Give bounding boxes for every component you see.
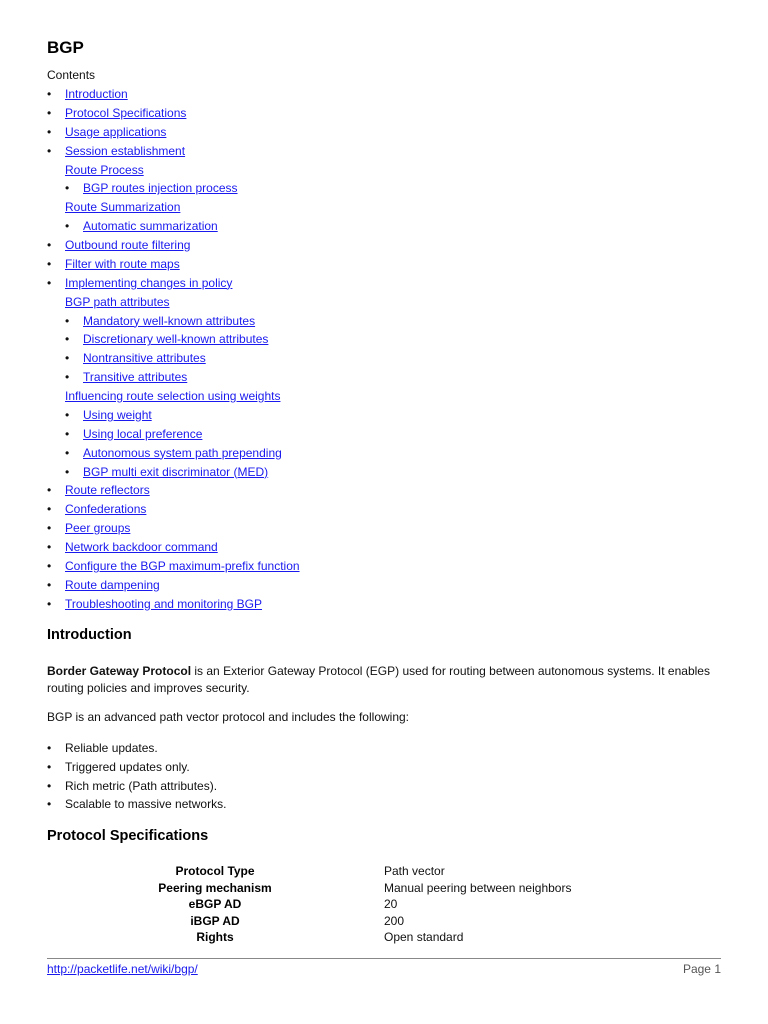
bullet-icon: • <box>47 275 52 290</box>
toc-link[interactable]: Influencing route selection using weights <box>65 389 281 403</box>
footer-divider <box>47 958 721 959</box>
toc-link[interactable]: Using local preference <box>83 426 203 441</box>
feature-item <box>0 777 768 796</box>
toc-link[interactable]: Using weight <box>83 407 152 422</box>
feature-text: Scalable to massive networks. <box>65 797 227 812</box>
toc-item <box>0 198 768 217</box>
toc-link[interactable]: Implementing changes in policy <box>65 275 233 290</box>
toc-item <box>0 519 768 538</box>
toc-link[interactable]: Automatic summarization <box>83 219 218 234</box>
feature-text: Reliable updates. <box>65 741 158 755</box>
bullet-icon: • <box>65 426 70 441</box>
toc-item <box>0 349 768 368</box>
bullet-icon: • <box>65 370 70 385</box>
toc-link[interactable]: BGP path attributes <box>65 294 170 309</box>
contents-label: Contents <box>47 68 96 82</box>
toc-item <box>0 161 768 180</box>
spec-key: Protocol Type <box>175 864 255 878</box>
bullet-icon: • <box>47 558 52 573</box>
spec-key: Rights <box>196 930 234 944</box>
page-number: Page 1 <box>682 962 721 976</box>
spec-value: Path vector <box>384 864 445 878</box>
bullet-icon: • <box>47 778 52 793</box>
toc-item <box>0 179 768 198</box>
toc-item <box>0 142 768 161</box>
table-of-contents <box>0 85 768 614</box>
feature-item <box>0 739 768 758</box>
toc-item <box>0 463 768 482</box>
spec-row <box>0 913 768 930</box>
toc-link[interactable]: Route dampening <box>65 577 160 592</box>
bullet-icon: • <box>65 219 70 234</box>
bullet-icon: • <box>47 502 52 517</box>
bullet-icon: • <box>47 596 52 611</box>
toc-item <box>0 85 768 104</box>
bullet-icon: • <box>47 521 52 536</box>
toc-link[interactable]: Discretionary well-known attributes <box>83 332 269 347</box>
toc-link[interactable]: Autonomous system path prepending <box>83 445 282 460</box>
toc-item <box>0 557 768 576</box>
toc-link[interactable]: Troubleshooting and monitoring BGP <box>65 596 263 611</box>
intro-paragraph <box>47 663 717 696</box>
spec-row <box>0 863 768 880</box>
spec-row <box>0 929 768 946</box>
toc-item <box>0 595 768 614</box>
toc-link[interactable]: Outbound route filtering <box>65 238 191 252</box>
toc-link[interactable]: BGP routes injection process <box>83 181 238 196</box>
bullet-icon: • <box>47 540 52 554</box>
bullet-icon: • <box>65 332 70 347</box>
bullet-icon: • <box>47 238 52 252</box>
bullet-icon: • <box>47 759 52 774</box>
feature-item <box>0 795 768 814</box>
spec-key: Peering mechanism <box>158 880 272 895</box>
toc-link[interactable]: Route Summarization <box>65 200 181 215</box>
toc-link[interactable]: Usage applications <box>65 124 167 139</box>
feature-list <box>0 739 768 814</box>
bullet-icon: • <box>65 313 70 328</box>
bullet-icon: • <box>65 181 70 196</box>
toc-item <box>0 576 768 595</box>
bullet-icon: • <box>47 741 52 755</box>
bullet-icon: • <box>47 87 52 101</box>
toc-item <box>0 274 768 293</box>
toc-item <box>0 481 768 500</box>
toc-link[interactable]: Filter with route maps <box>65 256 180 271</box>
spec-value: 200 <box>384 913 405 928</box>
spec-row <box>0 896 768 913</box>
bullet-icon: • <box>47 124 52 139</box>
intro-paragraph-text: is an Exterior Gateway Protocol (EGP) used for routing between autonomous systems. It enables routing policies and improves security. <box>47 664 710 695</box>
toc-link[interactable]: Route Process <box>65 162 144 177</box>
toc-link[interactable]: Network backdoor command <box>65 540 218 554</box>
toc-link[interactable]: Nontransitive attributes <box>83 351 206 366</box>
toc-link[interactable]: Transitive attributes <box>83 370 188 385</box>
bullet-icon: • <box>65 445 70 460</box>
bullet-icon: • <box>47 105 52 120</box>
toc-item <box>0 406 768 425</box>
toc-item <box>0 123 768 142</box>
intro-bold-term: Border Gateway Protocol <box>47 664 192 678</box>
protocol-specifications-heading: Protocol Specifications <box>47 828 209 844</box>
toc-item <box>0 500 768 519</box>
spec-value: Manual peering between neighbors <box>384 880 572 895</box>
bullet-icon: • <box>65 464 70 479</box>
introduction-heading: Introduction <box>47 627 132 643</box>
toc-item <box>0 387 768 406</box>
toc-link[interactable]: Mandatory well-known attributes <box>83 313 256 328</box>
page-title: BGP <box>47 38 84 57</box>
footer-url-link[interactable]: http://packetlife.net/wiki/bgp/ <box>47 962 198 976</box>
toc-item <box>0 217 768 236</box>
spec-value: 20 <box>384 897 398 911</box>
bullet-icon: • <box>65 351 70 366</box>
toc-item <box>0 444 768 463</box>
spec-row <box>0 880 768 897</box>
intro-paragraph-2: BGP is an advanced path vector protocol and includes the following: <box>47 710 410 724</box>
toc-item <box>0 312 768 331</box>
toc-item <box>0 104 768 123</box>
bullet-icon: • <box>47 483 52 498</box>
toc-item <box>0 255 768 274</box>
toc-item <box>0 538 768 557</box>
bullet-icon: • <box>47 577 52 592</box>
spec-value: Open standard <box>384 930 464 944</box>
bullet-icon: • <box>47 143 52 158</box>
bullet-icon: • <box>47 256 52 271</box>
toc-item <box>0 368 768 387</box>
feature-text: Triggered updates only. <box>65 759 190 774</box>
spec-key: eBGP AD <box>188 897 242 911</box>
spec-key: iBGP AD <box>190 913 240 928</box>
spec-table <box>0 863 768 946</box>
toc-item <box>0 330 768 349</box>
toc-link[interactable]: BGP multi exit discriminator (MED) <box>83 464 269 479</box>
toc-item <box>0 293 768 312</box>
bullet-icon: • <box>47 797 52 812</box>
toc-link[interactable]: Peer groups <box>65 521 131 536</box>
bullet-icon: • <box>65 407 70 422</box>
toc-link[interactable]: Configure the BGP maximum-prefix function <box>65 558 300 573</box>
toc-item <box>0 425 768 444</box>
toc-link[interactable]: Session establishment <box>65 143 186 158</box>
feature-item <box>0 758 768 777</box>
toc-link[interactable]: Introduction <box>65 87 128 101</box>
feature-text: Rich metric (Path attributes). <box>65 778 218 793</box>
toc-item <box>0 236 768 255</box>
toc-link[interactable]: Confederations <box>65 502 147 517</box>
toc-link[interactable]: Protocol Specifications <box>65 105 187 120</box>
toc-link[interactable]: Route reflectors <box>65 483 150 498</box>
